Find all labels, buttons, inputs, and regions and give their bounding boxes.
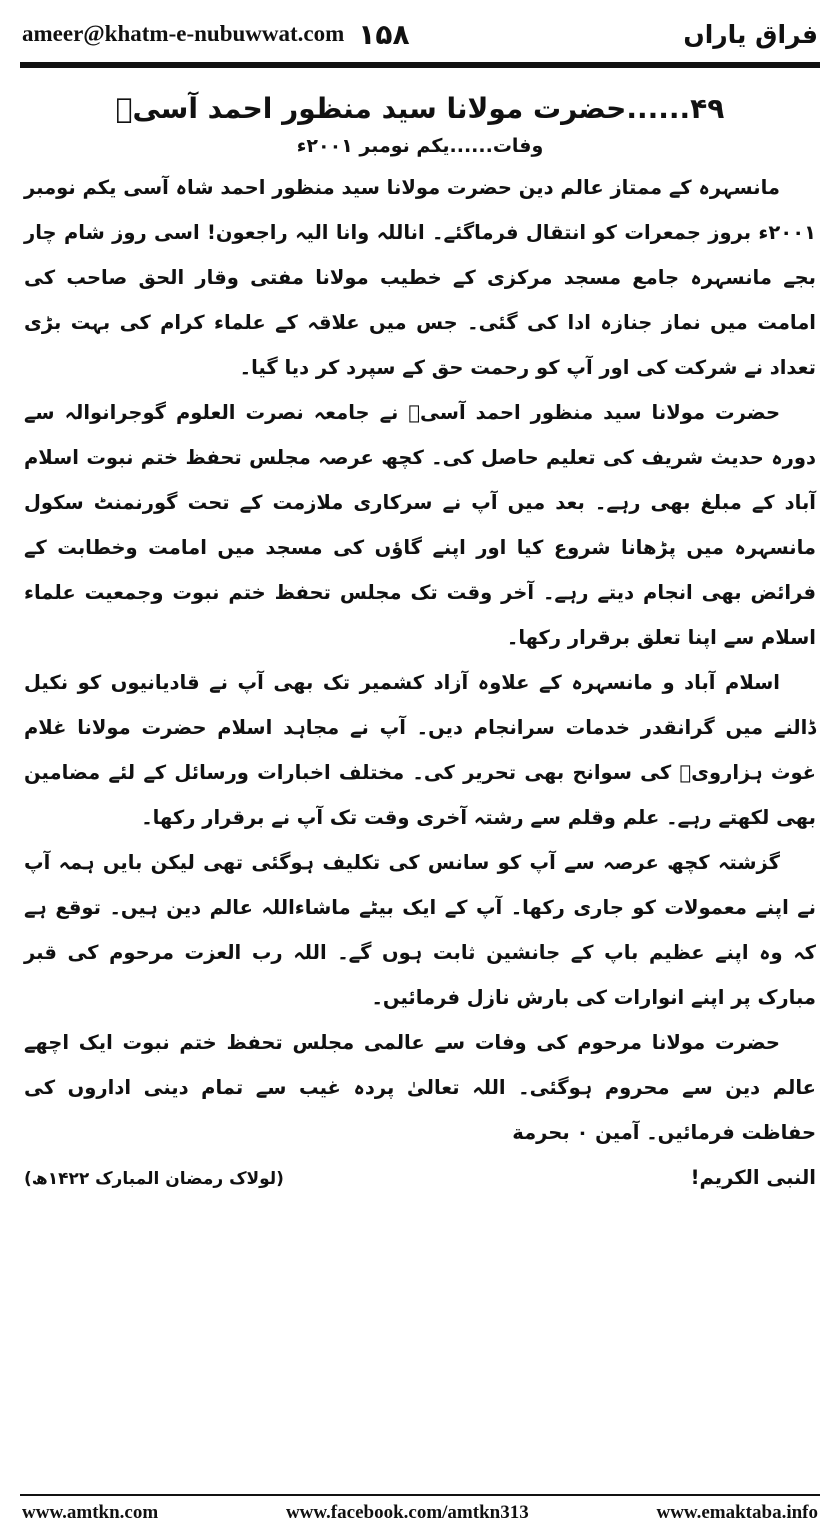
footer-link-emaktaba[interactable]: www.emaktaba.info <box>656 1502 818 1523</box>
paragraph: حضرت مولانا سید منظور احمد آسیؒ نے جامعہ نصرت العلوم گوجرانوالہ سے دورہ حدیث شریف کی تعلیم حاصل کی۔ کچھ عرصہ مجلس تحفظ ختم نبوت اسلام آباد کے مبلغ بھی رہے۔ بعد میں آپ نے سرکاری ملازمت کے تحت گورنمنٹ سکول مانسہرہ میں پڑھانا شروع کیا اور اپنے گاؤں کی مسجد میں امامت وخطابت کے فرائض بھی انجام دیتے رہے۔ آخر وقت تک مجلس تحفظ ختم نبوت وجمعیت علماء اسلام سے اپنا تعلق برقرار رکھا۔ <box>24 401 816 649</box>
article-heading: ۴۹......حضرت مولانا سید منظور احمد آسیؒ <box>115 92 725 125</box>
article-subheading: وفات......یکم نومبر ۲۰۰۱ء <box>296 135 544 157</box>
footer-link-facebook[interactable]: www.facebook.com/amtkn313 <box>285 1502 529 1523</box>
article <box>24 92 816 1202</box>
page-number: ۱۵۸ <box>358 17 410 51</box>
header-left <box>22 18 410 51</box>
paragraph: حضرت مولانا مرحوم کی وفات سے عالمی مجلس تحفظ ختم نبوت ایک اچھے عالم دین سے محروم ہوگئی۔ اللہ تعالیٰ پردہ غیب سے تمام دینی اداروں کی حفاظت فرمائیں۔ آمین ۰ بحرمة <box>24 1031 816 1144</box>
header-rule <box>20 62 820 68</box>
book-title: فراق یاراں <box>683 19 818 49</box>
footer-rule <box>20 1494 820 1496</box>
page-header <box>22 14 818 54</box>
closing-line <box>24 1155 816 1202</box>
header-email: ameer@khatm-e-nubuwwat.com <box>22 21 345 46</box>
page-footer <box>22 1502 818 1524</box>
paragraph: گزشتہ کچھ عرصہ سے آپ کو سانس کی تکلیف ہوگئی تھی لیکن بایں ہمہ آپ نے اپنے معمولات کو جاری رکھا۔ آپ کے ایک بیٹے ماشاءاللہ عالم دین ہیں۔ توقع ہے کہ وہ اپنے عظیم باپ کے جانشین ثابت ہوں گے۔ اللہ رب العزت مرحوم کی قبر مبارک پر اپنے انوارات کی بارش نازل فرمائیں۔ <box>24 851 817 1009</box>
paragraph: اسلام آباد و مانسہرہ کے علاوہ آزاد کشمیر تک بھی آپ نے قادیانیوں کو نکیل ڈالنے میں گرانقدر خدمات سرانجام دیں۔ آپ نے مجاہد اسلام حضرت مولانا غلام غوث ہزارویؒ کی سوانح بھی تحریر کی۔ مختلف اخبارات ورسائل کے لئے مضامین بھی لکھتے رہے۔ علم وقلم سے رشتہ آخری وقت تک آپ نے برقرار رکھا۔ <box>24 671 816 829</box>
footer-link-website[interactable]: www.amtkn.com <box>22 1502 159 1523</box>
closing-text: النبی الکریم! <box>690 1166 816 1189</box>
paragraph: مانسہرہ کے ممتاز عالم دین حضرت مولانا سید منظور احمد شاہ آسی یکم نومبر ۲۰۰۱ء بروز جمعرات کو انتقال فرماگئے۔ اناللہ وانا الیہ راجعون! اسی روز شام چار بجے مانسہرہ جامع مسجد مرکزی کے خطیب مولانا مفتی وقار الحق صاحب کی امامت میں نماز جنازہ ادا کی گئی۔ جس میں علاقہ کے علماء کرام کی بہت بڑی تعداد نے شرکت کی اور آپ کو رحمت حق کے سپرد کر دیا گیا۔ <box>24 176 816 379</box>
source-citation: (لولاک رمضان المبارک ۱۴۲۲ھ) <box>24 1169 284 1189</box>
